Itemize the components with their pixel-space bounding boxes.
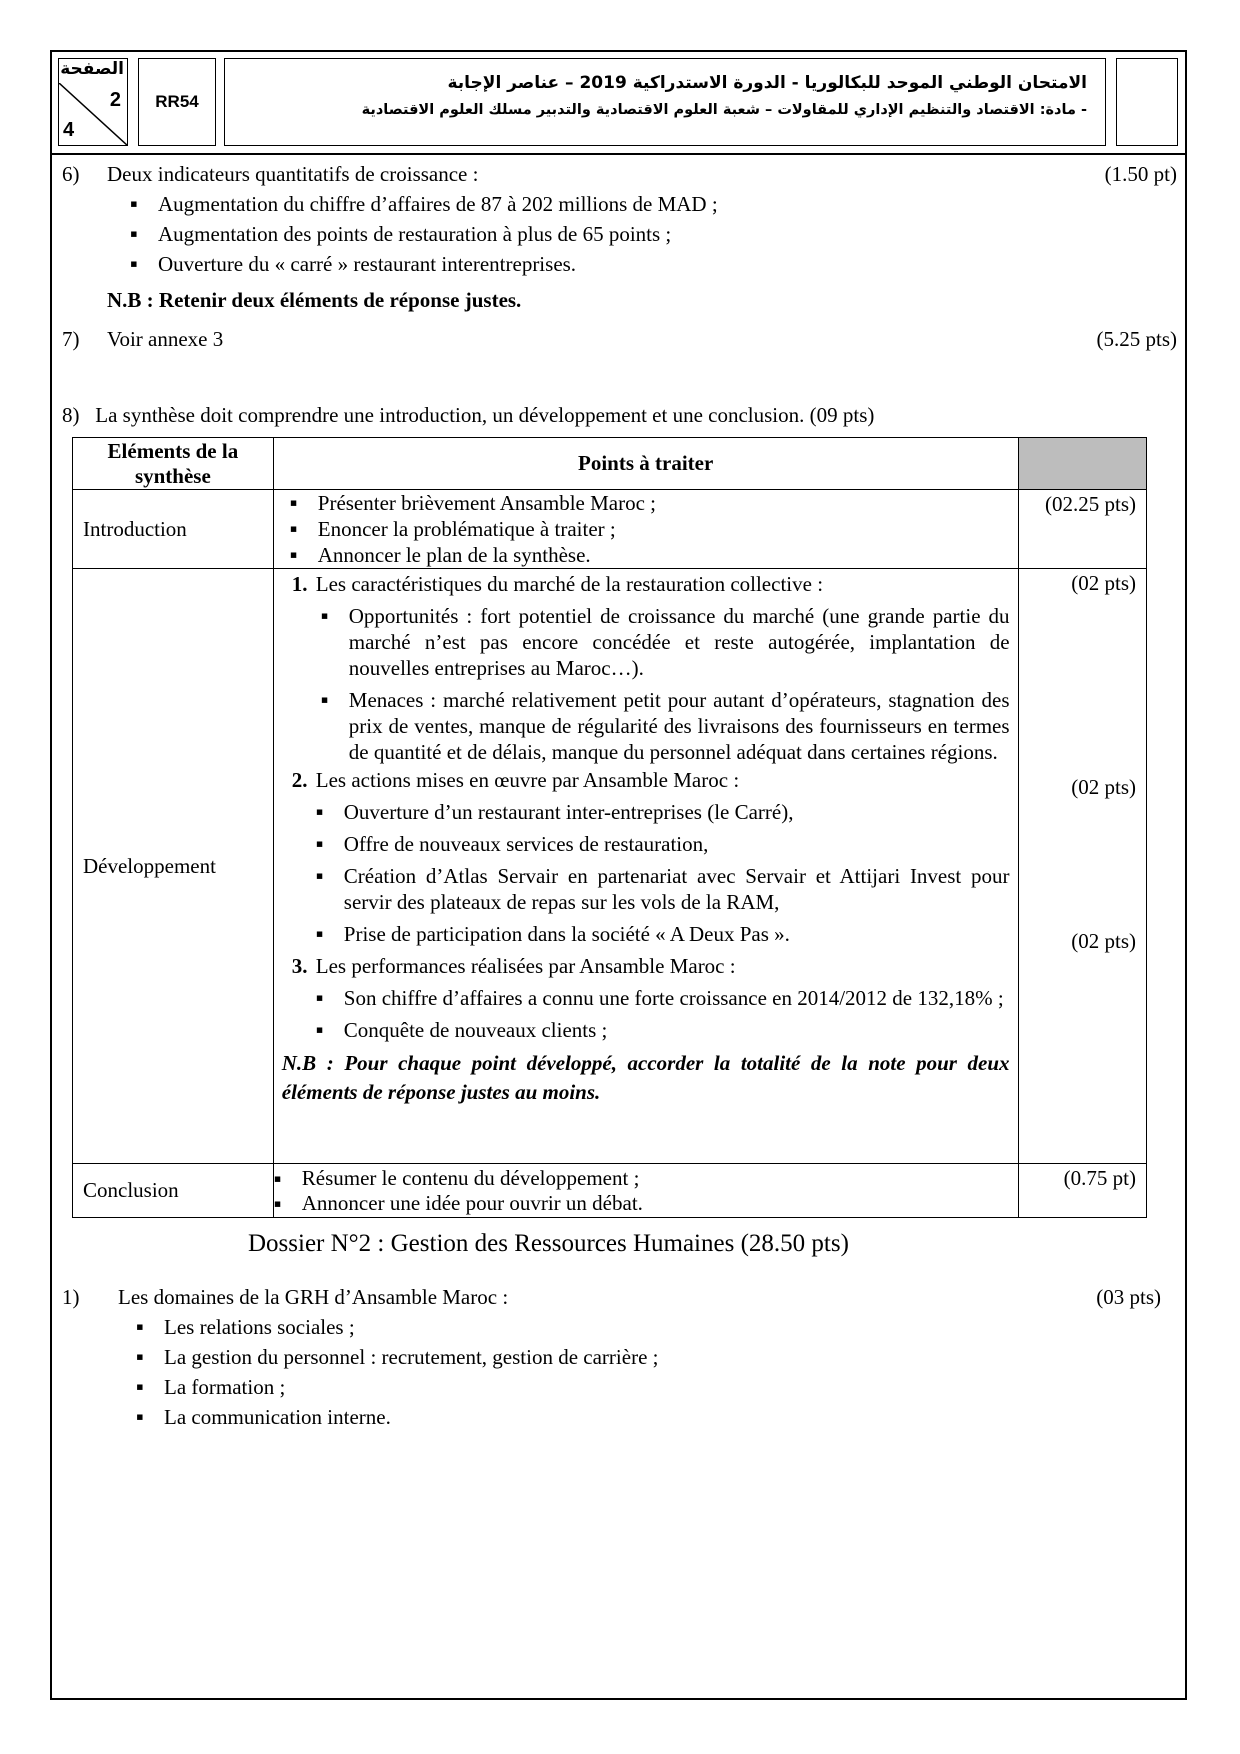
q6-bullet: ▪ Augmentation du chiffre d’affaires de 87 à 202 millions de MAD ; bbox=[158, 189, 718, 219]
grh1-bullet: ▪ Les relations sociales ; bbox=[164, 1312, 355, 1342]
q6-bullet: ▪ Augmentation des points de restauration à plus de 65 points ; bbox=[158, 219, 671, 249]
dev-s3-bullet: ▪ Conquête de nouveaux clients ; bbox=[344, 1017, 1010, 1043]
dev-scores bbox=[1018, 569, 1146, 1164]
intro-bullet: ▪ Présenter brièvement Ansamble Maroc ; bbox=[318, 490, 1018, 516]
intro-bullet: ▪ Enoncer la problématique à traiter ; bbox=[318, 516, 1018, 542]
dev-score-1: (02 pts) bbox=[1071, 571, 1136, 595]
exam-title-line2: - مادة: الاقتصاد والتنظيم الإداري للمقاولات – شعبة العلوم الاقتصادية والتدبير مسلك العلوم الاقتصادية bbox=[361, 102, 1087, 118]
dossier-2-title: Dossier N°2 : Gestion des Ressources Humaines (28.50 pts) bbox=[248, 1230, 849, 1257]
concl-score: (0.75 pt) bbox=[1018, 1164, 1146, 1218]
dev-score-3: (02 pts) bbox=[1071, 929, 1136, 953]
dev-nb: N.B : Pour chaque point développé, accorder la totalité de la note pour deux éléments de réponse justes au moins. bbox=[281, 1051, 1010, 1104]
intro-bullet: ▪ Annoncer le plan de la synthèse. bbox=[318, 542, 1018, 568]
dev-s2-bullet: ▪ Offre de nouveaux services de restauration, bbox=[344, 831, 1010, 857]
grh1-bullet: ▪ La communication interne. bbox=[164, 1402, 391, 1432]
grh1-points: (03 pts) bbox=[1096, 1285, 1161, 1309]
developpement-points bbox=[273, 569, 1018, 1164]
row-label-introduction: Introduction bbox=[73, 490, 274, 569]
grh1-bullet: ▪ La gestion du personnel : recrutement, gestion de carrière ; bbox=[164, 1342, 658, 1372]
q6-points: (1.50 pt) bbox=[1104, 162, 1177, 186]
concl-bullet: ▪ Annoncer une idée pour ouvrir un débat. bbox=[302, 1191, 1018, 1216]
page-total: 4 bbox=[63, 119, 75, 141]
q7-number: 7) bbox=[62, 327, 80, 351]
page-current: 2 bbox=[109, 89, 121, 111]
dev-section-1-title: 1. Les caractéristiques du marché de la restauration collective : bbox=[291, 572, 824, 596]
dev-section-2-title: 2. Les actions mises en œuvre par Ansamble Maroc : bbox=[291, 768, 740, 792]
q6-text: Deux indicateurs quantitatifs de croissance : bbox=[107, 162, 479, 186]
introduction-points bbox=[273, 490, 1018, 569]
exam-title-box bbox=[224, 58, 1106, 146]
row-label-developpement: Développement bbox=[73, 569, 274, 1164]
dev-s1-bullet: ▪ Opportunités : fort potentiel de croissance du marché (une grande partie du marché n’est pas encore concédée et reste autogérée, implantation de nouvelles entreprises au Maroc…). bbox=[349, 603, 1010, 681]
q8-text: 8) La synthèse doit comprendre une introduction, un développement et une conclusion. (09 pts) bbox=[62, 403, 875, 427]
dev-s3-bullet: ▪ Son chiffre d’affaires a connu une forte croissance en 2014/2012 de 132,18% ; bbox=[344, 985, 1010, 1011]
conclusion-points bbox=[273, 1164, 1018, 1218]
page-label: الصفحة bbox=[60, 59, 124, 79]
q7-points: (5.25 pts) bbox=[1096, 327, 1177, 351]
col-header-empty bbox=[1018, 438, 1146, 490]
empty-box bbox=[1116, 58, 1178, 146]
col-header-points: Points à traiter bbox=[273, 438, 1018, 490]
q6-nb: N.B : Retenir deux éléments de réponse justes. bbox=[107, 288, 522, 312]
dev-s1-bullet: ▪ Menaces : marché relativement petit pour autant d’opérateurs, stagnation des prix de ventes, manque de régularité des livraisons des fournisseurs en termes de quantité et de délais, manque du personnel adéquat dans certaines régions. bbox=[349, 687, 1010, 765]
dev-score-2: (02 pts) bbox=[1071, 775, 1136, 799]
page-number-box bbox=[58, 58, 128, 146]
exam-code: RR54 bbox=[138, 58, 216, 146]
dev-section-3-title: 3. Les performances réalisées par Ansamble Maroc : bbox=[291, 954, 736, 978]
q6-number: 6) bbox=[62, 162, 80, 186]
intro-score: (02.25 pts) bbox=[1018, 490, 1146, 569]
row-label-conclusion: Conclusion bbox=[73, 1164, 274, 1218]
exam-title-line1: الامتحان الوطني الموحد للبكالوريا - الدورة الاستدراكية 2019 – عناصر الإجابة bbox=[447, 73, 1087, 93]
exam-header bbox=[52, 52, 1185, 155]
dev-s2-bullet: ▪ Création d’Atlas Servair en partenariat avec Servair et Attijari Invest pour servir des plateaux de repas sur les vols de la RAM, bbox=[344, 863, 1010, 915]
grh1-bullet: ▪ La formation ; bbox=[164, 1372, 285, 1402]
dev-s2-bullet: ▪ Prise de participation dans la société « A Deux Pas ». bbox=[344, 921, 1010, 947]
grh1-number: 1) bbox=[62, 1285, 80, 1309]
col-header-elements: Eléments de la synthèse bbox=[73, 438, 274, 490]
dev-s2-bullet: ▪ Ouverture d’un restaurant inter-entreprises (le Carré), bbox=[344, 799, 1010, 825]
synthesis-table bbox=[72, 437, 1147, 1218]
q7-text: Voir annexe 3 bbox=[107, 327, 224, 351]
concl-bullet: ▪ Résumer le contenu du développement ; bbox=[302, 1166, 1018, 1191]
q6-bullet: ▪ Ouverture du « carré » restaurant interentreprises. bbox=[158, 249, 576, 279]
grh1-text: Les domaines de la GRH d’Ansamble Maroc : bbox=[118, 1285, 509, 1309]
page-frame bbox=[50, 50, 1187, 1700]
